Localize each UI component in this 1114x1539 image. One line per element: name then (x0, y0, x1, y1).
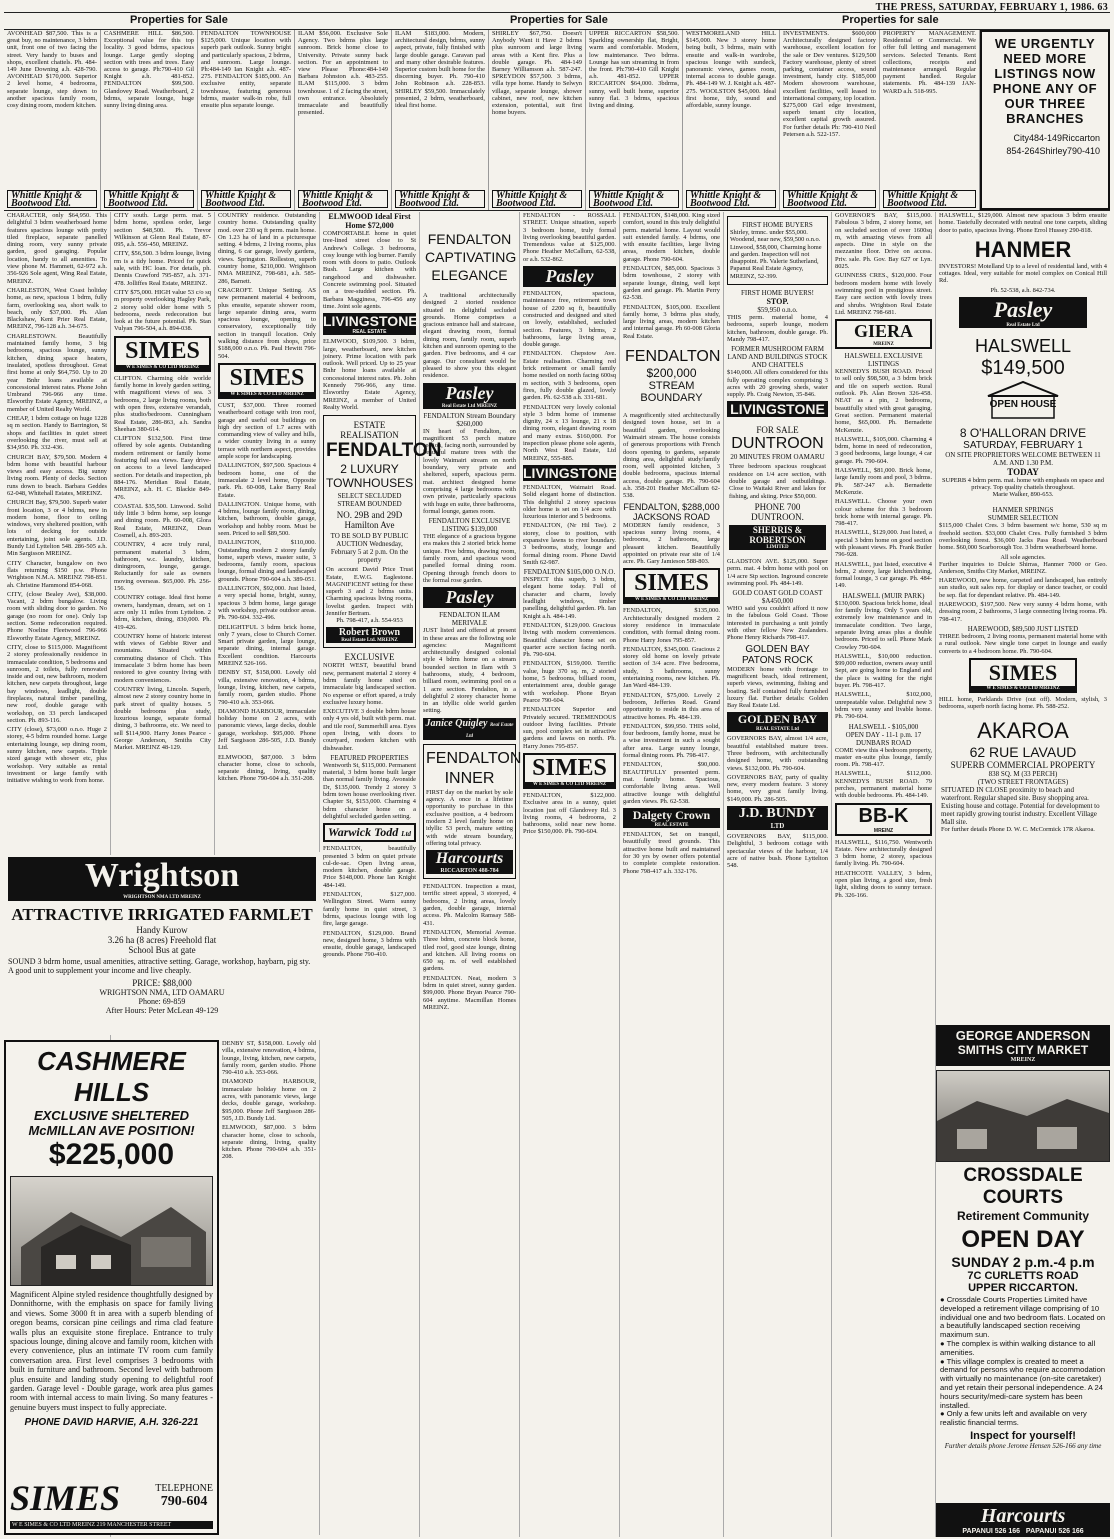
list-item: ● The complex is within walking distance to all amenities. (940, 1338, 1096, 1357)
listing: FENDALTON. Neat, modern 3 bdrm in quiet street, sunny garden. $99,000. Phone Bryan Pearce 790-604 anytime. Macmillan Homes MREINZ. (423, 974, 516, 1011)
listing: FENDALTON, spacious, maintenance free, retirement town house of 2200 sq ft, beautifully constructed and designed and sited on lovely, established, secluded section. Features, 3 bdrms, 2 bathrooms, large living areas, double garage. (523, 290, 616, 349)
top-ad-col: WESTMORELAND HILL $145,000. New 3 storey home being built, 3 bdrms, main with ensuite and walk-in wardrobe, spacious lounge with sundeck, panoramic views, games room, internal access to double garage. Ph. 484-149 W. J. Knight a.h. 487-275. WOOLSTON $45,000. Ideal first home, tidy, sound and affordable, sunny lounge. Whittle Knight & Bootwood Ltd. (683, 30, 780, 210)
listing-column-4: ELMWOOD Ideal First Home $72,000 COMFORTABLE home in quiet tree-lined street close to St Andrew's College. 3 bedrooms, cosy lounge with log burner. Family room with doors to patio. Outlook Bush. Large kitchen with rangehood and dishwasher. Concrete swimming pool. Situated on a tree-studded section. Ph. Barbara Magginess, 796-456 any time. Joint sole agents. LIVINGSTONE REAL ESTATE ELMWOOD, $109,500. 3 bdrm, large, weatherboard, new kitchen joinery. Prime location with park outlook. Well priced. Up to 25 year Bnhr home loans available at concessional interest rates. Ph. John Kennedy 796-966, any time. Elsworthy Estate Agency, MREINZ, a member of United Realty World. ESTATE REALISATION FENDALTON 2 LUXURY TOWNHOUSES SELECT SECLUDED STREAM BOUNDED NO. 29B and 29D Hamilton Ave TO BE SOLD BY PUBLIC AUCTION Wednesday, February 5 at 2 p.m. On the property On account David Price Trust Estate, E.W.G. Eaglestone. MAGNIFICENT setting for these superb 3 and 2 bdrms units. Charming spacious living rooms, lovelist garden. Inspect with Jennifer Bertram. Ph. 798-417, a.h. 554-953 Robert Brown Real Estate Ltd. MREINZ EXCLUSIVE NORTH WEST, beautiful brand new, permanent material 2 storey 4 bdrm family home sited on immaculate big landscaped section. No expense or effort spared, a truly exclusive luxury home. EXECUTIVE 3 double bdrm house only 4 yrs old, built with perm. mat. and tile roof, Summerhill area. Eyes open living, with doors to courtyard, modern kitchen with dishwasher. FEATURED PROPERTIES Wentworth St, $115,000. Permanent material, 3 bdrm home built larger than normal family living. Avonside Dr, $135,000. Trendy 2 storey 3 bdrm town house overlooking river. Chapter St, $153,000. Charming 4 bdrm character home on a delightful secluded garden setting. Warwick Todd Ltd FENDALTON, beautifully presented 3 bdrm on quiet private cul-de-sac. Open living areas, modern kitchen, double garage. Price $148,000. Phone Ian Knight 484-149. FENDALTON, $127,000. Wellington Street. Warm sunny family home in quiet street, 3 bdrms, spacious lounge with log fire, large garage. FENDALTON, $129,000. Brand new, designed home, 3 bdrms with ensuite, double garage, landscaped grounds. Phone 790-410. (320, 212, 420, 1537)
masthead-rule (4, 12, 1110, 13)
listing: HEATHCOTE VALLEY, 3 bdrm, open plan living, a good size, fresh light, sliding doors to sunny terrace. Ph. 326-166. (835, 869, 932, 899)
simes-logo: SIMES W E SIMES & CO LTD MREINZ (218, 363, 316, 399)
listing: CHURCH Bay, $79,500. Superb water front location, 3 or 4 bdrms, new in modern home, floor to ceiling windows, very sheltered position, with lots of decking for outside entertaining, joint sole agents. J.D. Bundy Ltd Lyttelton 548. 286-505 a.h. Min Sargisson MREINZ. (7, 499, 107, 558)
listing: DALLINGTON, $97,500. Spacious 4 bedroom home, one of the immaculate 2 level home, Opposite park. Ph. 60-008, Lake Barry Real Estate. (218, 462, 316, 499)
listing: FENDALTON. Chepstow Ave. Estate realisation. Charming red brick retirement or small family home nestled on north facing 600sq m section, with 3 bedrooms, open fires, fully double glazed, lovely garden. Ph. 62-538 a.h. 331-681. (523, 350, 616, 402)
listing: CLIFTON $132,500. First time offered by sole agents. Outstanding modern retirement or family home featuring full sea views. Easy drive-on access to a level landscaped section. For details and inspection, ph 884-176. Meridian Real Estate, MREINZ, a.h. H. C. Blackie 849-476. (114, 435, 211, 501)
listing: FENDALTON, (Nr Hil Tee). 2 storey, close to position, with expansive lawns to river boundary. 3 bedrooms, study, lounge and formal dining room. Phone David Smith 62-987. (523, 522, 616, 566)
listing: $130,000. Spacious brick home, ideal for family living. Only 5 years old, extremely low maintenance and in immaculate condition. Two large, separate living areas plus a double bedroom. Priced to sell. Phone Mark Crowley 790-604. (835, 599, 932, 651)
masthead (0, 0, 1114, 30)
listing: THREE bedroom, 2 living rooms, permanent material home with a rural outlook. New single tone carpet in lounge and easily converts to a 4 bedroom home. Ph. 790-604. (939, 632, 1107, 655)
listing: CITY south. Large perm. mat. 5 bdrm home, spotless order, large section $48,500. Ph. Trevor Wilkinson at Glenn Real Estate, 87-095, a.h. 556-450, MREINZ. (114, 212, 211, 249)
golden-bay-logo: GOLDEN BAY REAL ESTATE Ltd (727, 712, 828, 732)
listing: COASTAL $35,500. Linwood. Solid tidy little 3 bdrm home, sep lounge and dining room. Ph. 60-008, Glora Real Estate, MREINZ, Dean Cosmell, a.h. 893-203. (114, 502, 211, 539)
listing: THIS perm. material home, 4 bedrooms, superb lounge, modern kitchen, bathroom, double garage. Ph. Mandy 798-417. (727, 314, 828, 343)
whittle-knight-logo: Whittle Knight & Bootwood Ltd. (395, 190, 485, 208)
crossdale-courts-ad: GEORGE ANDERSON SMITHS CITY MARKET MREINZ CROSSDALE COURTS Retirement Community OPEN DAY SUNDAY 2 p.m.-4 p.m 7C CURLETTS ROAD UPPER RICCARTON. ● Crossdale Courts Properties Limited have developed a retirement village comprising of 10 individual one and two bedroom flats. Located on a beautifully landscaped section receiving maximum sun. ● The complex is within walking distance to all amenities. ● This village complex is created to meet a demand for persons who require accommodation with virtually no maintenance (on-site caretaker) and yet retain their personal independence. A 24 hours security/medi-care system has been installed. ● Only a few units left and available on very realistic financial terms. Inspect for yourself! Further details phone Jerome Hensen 526-166 any time Harcourts PAPANUI 526 166 PAPANUI 526 166 (936, 1025, 1110, 1537)
listing-column-10: HALSWELL, $129,000. Almost new spacious 3 bdrm ensuite home. Tastefully decorated with neutral one tone carpets, sliding door to patio, spacious living. Phone Errol Hussey 290-818. HANMER INVESTORS! Motelland Up to a level of residential land, with 4 cottages. Ideal, very suitable for motel complex on Conical Hill Rd. Ph. 52-538, a.h. 842-734. Pasley Real Estate Ltd HALSWELL $149,500 OPEN HOUSE 8 O'HALLORAN DRIVE SATURDAY, FEBRUARY 1 ON SITE PROPRIETORS WELCOME BETWEEN 11 A.M. AND 1.30 P.M. TODAY SUPERB 4 bdrm perm. mat. home with emphasis on space and privacy. Top quality chattels throughout. Marie Walker, 890-653. HANMER SPRINGS SUMMER SELECTION $115,000 Chalet Cres. 3 bdrm basement w/c home, 530 sq m freehold section. $33,000 Chalet Cres. Fully furnished 3 bdrm overlooking forest. $36,000 Jacks Pass Road. Weatherboard home. $60,000 Scarborough Tce. 3 bdrm weatherboard home. All sole agencies. Further inquiries to Dulcie Shirras, Hanmer 7000 or Geo. Anderson, Smiths City Market, MREINZ. HAREWOOD, new home, carpeted and landscaped, has entirely sun studio, suit sales rep. for display or dance teacher, or could be sep. flat for dependant relative. Ph. 484-149. HAREWOOD, $197,500. New very sunny 4 bdrm home, with dressing room, 2 bathrooms, 3 large connecting living rooms. Ph. 798-417. HAREWOOD, $89,500 JUST LISTED THREE bedroom, 2 living rooms, permanent material home with a rural outlook. New single tone carpet in lounge and easily converts to a 4 bedroom home. Ph. 790-604. SIMES W E SIMES & CO LTD MREINZ HILL home, Parklands Drive (out off). Modern, stylish, 3 bedrooms, superb north facing home. Ph. 588-252. AKAROA 62 RUE LAVAUD SUPERB COMMERCIAL PROPERTY 838 SQ. M (33 PERCH) (TWO STREET FRONTAGES) SITUATED IN CLOSE proximity to beach and waterfront. Regular shaped site. Busy shopping area. Existing house and cottage. Potential for development to meet rapidly growing tourist industry. Excellent Village Mall site. For further details Phone D. W. C. McCormick 17R Akaroa. (936, 212, 1110, 1022)
listing: DIAMOND HARBOUR, immaculate holiday home on 2 acres, with panoramic views, large decks, double garage, workshop. $95,000. Phone Jeff Sargisson 286-505, J.D. Bundy Ltd. (222, 1078, 316, 1122)
listing-column-7: FENDALTON, $148,000. King sized comfort, sound in this truly delightful perm. material home. Layout would suit extended family. 4 bdrms, one with ensuite facilities, large living areas, modern kitchen, double garage. Phone 790-604. FENDALTON, $85,000. Spacious 3 bdrm townhouse, 2 storey with separate lounge, dining, well kept garden and garage. Ph. Martin Perry 62-538. FENDALTON, $105,000. Excellent family home, 3 bdrms plus study, large living areas, modern kitchen and internal garage. Ph 60-008 Gloria Real Estate. FENDALTON $200,000 STREAM BOUNDARY A magnificently sited architecturally designed town house, set in a beautiful garden, overlooking Waimairi stream. The house consists of generous proportions with French doors opening to gardens, separate dining area, delightful study/family room, well appointed kitchen, 3 double bedrooms, spacious internal access, double garage. Ph. 790-604 a.h. 358-201 Heather McCallum 62-538. FENDALTON, $288,000 JACKSONS ROAD MODERN family residence, 3 spacious sunny living rooms, 4 bedrooms, 2 bathrooms, large pleasant kitchen. Beautifully appointed on private rear site of 1/4 acre. Ph. Gary Jamieson 588-803. SIMES W E SIMES & CO LTD MREINZ FENDALTON, $135,000. Architecturally designed modern 2 storey residence in immaculate condition, with formal dining room. Phone Harry Jones 795-857. FENDALTON, $345,000. Gracious 2 storey old home on lovely private section of 3/4 acre. Five bedrooms, study, 3 bathrooms, sunny entertaining rooms, new kitchen. Ph. Jan Ward 484-139. FENDALTON, $75,000. Lovely 2 bedroom, Jefferies Road. Grand opportunity to reside in this area of attractive homes. Ph. 484-139. FENDALTON, $99,950. THIS solid, four bedroom, family home, must be a wise investment in such a sought after area. Large sunny lounge, formal dining room. Ph. 798-417. FENDALTON, $90,000. BEAUTIFULLY presented perm. mat. family home. Spacious, comfortable living areas. Well attractive lounge with delightful garden views. Ph. 62-538. Dalgety Crown REAL ESTATE FENDALTON, Set on tranquil, beautifully treed grounds. This attractive home built and maintained for 30 yrs by owner offers potential to complete complete restoration. Phone 798-417 a.h. 332-176. (620, 212, 724, 1537)
listing: COUNTRY, 4 acre truly rural, permanent material 3 bdrm, bathroom, w.c. laundry, kitchen, diningroom, lounge, garage. Reluctantly for sale as owners moving overseas. $65,000. Ph. 256-156. (114, 541, 211, 593)
giera-logo: GIERA MREINZ (835, 319, 932, 349)
village-photo (936, 1070, 1110, 1162)
listing: FENDALTON, Waimairi Road. Solid elegant home of distinction. This delightful 2 storey spacious older home is set on 1/4 acre with luxurious interior and 5 bedrooms. (523, 483, 616, 521)
crossdale-points (936, 1294, 1110, 1430)
listing: FENDALTON - ROSSALL STREET. Unique situation, superb 3 bedroom home, truly formal living overlooking beautiful garden. Tremendous value at $125,000. Phone Heather McCallum, 62-538, or a.h. 532-862. (523, 212, 616, 263)
whittle-knight-logo: Whittle Knight & Bootwood Ltd. (783, 190, 876, 208)
listing: FENDALTON, $75,000. Lovely 2 bedroom, Jefferies Road. Grand opportunity to reside in this area of attractive homes. Ph. 484-139. (623, 691, 720, 721)
listing: FENDALTON. Inspection a must, terrific street appeal, 3 storeyed, 4 bedrooms, 2 living areas, lovely garden, double garage, internal access. Ph. Malcolm Ramsay 588-431. (423, 883, 516, 927)
wrightson-farmlet-ad: Wrightson WRIGHTSON NMA LTD MREINZ ATTRACTIVE IRRIGATED FARMLET Handy Kurow 3.26 ha (8 acres) Freehold flat School Bus at gate SOUND 3 bdrm home, usual amenities, attractive setting. Garage, workshop, haybarn, pig sty. A good unit to supplement your income and live cheaply. PRICE: $88,000 WRIGHTSON NMA, LTD OAMARU Phone: 69-859 After Hours: Peter McLean 49-129 (4, 855, 320, 1035)
listing: CUST, $37,000. Three roomed weatherboard cottage with iron roof, garage and useful out buildings on high dry section of 1.7 acres with commanding view of valley and hills, a wider country living in a sunny terrace with northern aspect, provides ample scope for landscaping. (218, 401, 316, 461)
first-home-buyers-ad: FIRST HOME BUYERS Shirley, trmnc. under $55,000. Woodend, near new, $59,500 o.n.o. Linwood, $58,000, Charming home and garden. Inspection will not disappoint. Ph. Valerie Sutherland, Papanui Real Estate Agency, MREINZ, 52-399. (727, 216, 828, 285)
whittle-knight-logo: Whittle Knight & Bootwood Ltd. (201, 190, 291, 208)
pasley-logo: Pasley Real Estate Ltd MREINZ (423, 383, 516, 409)
listing-column-3 (215, 212, 320, 852)
simes-footer: SIMES TELEPHONE 790-604 W E SIMES & CO LTD MREINZ 219 MANCHESTER STREET (10, 1478, 213, 1528)
listing: FENDALTON very lovely colonial style 3 bdrm home of immense dignity, 24 x 13 lounge, 21 x 18 dining room, elegant drawing room and many extras. $160,000. For inspection please phone sole agents, North West Real Estate, Ltd MREINZ, 555-885. (523, 403, 616, 462)
listing: FENDALTON, $122,000. Exclusive area in a sunny, quiet location just off Glandovey Rd. 3 living rooms, 4 bedrooms, 2 bathrooms, solid near new home. Price $150,000. Ph. 790-604. (523, 792, 616, 836)
listing: Wentworth St, $115,000. Permanent material, 3 bdrm home built larger than normal family living. Avonside Dr, $135,000. Trendy 2 storey 3 bdrm town house overlooking river. Chapter St, $153,000. Charming 4 bdrm character home on a delightful secluded garden setting. (323, 761, 416, 820)
listing: FENDALTON, $129,000. Brand new, designed home, 3 bdrms with ensuite, double garage, landscaped grounds. Phone 790-410. (323, 929, 416, 959)
listing: CHURCH BAY, $79,500. Modern 4 bdrm home with beautiful harbour views and easy access. Big sunny living room. Plenty of decks. Section runs down to beach. Barbara Geddes 62-048, Whitehall Estates, MREINZ. (7, 453, 107, 497)
listing: CHEAP, 1 bdrm cottage on huge 1228 sq m section. Handy to Barrington, St shops and facilities in quiet street overlooking the river, must sell at $34,950. Ph. 332-436. (7, 415, 107, 452)
listing: DALLINGTON, $92,000. Just listed, a very special home, bright, sunny, spacious 3 bdrm home, large garage with workshop, private outdoor areas. Ph. 790-604. 332-496. (218, 585, 316, 622)
pasley-logo: Pasley (423, 587, 516, 608)
list-item: ● This village complex is created to meet a demand for persons who require accommodation with virtually no maintenance (on-site caretaker) and yet retain their personal independence. A 24 hours security/medi-care system has been installed. (940, 1356, 1106, 1410)
whittle-knight-logo: Whittle Knight & Bootwood Ltd. (492, 190, 582, 208)
listing: GOVERNORS BAY, almost 1/4 acre, beautiful established mature trees. Three bedroom, with architecturally designed home, with outstanding views. $132,000. Ph. 790-604. (727, 735, 828, 772)
top-ad-col: CASHMERE HILL $86,500. Exceptional value for this top locality. 3 good bdrms, spacious lounge. Large gently sloping section with trees and trees. Easy access to garage. Ph:790-410 Gil Knight a.h. 481-852. FENDALTON $99,500. Glandovey Road. Weatherboard, 2 bdrms, separate lounge, huge sunny living dining area. Whittle Knight & Bootwood Ltd. (101, 30, 198, 210)
listing: CITY, (close Bealey Ave), $38,000. Vacant, 2 bdrm bungalow. Living room with sliding door to garden. No garage (no room for one). Only 1sp section. Some redecoration required. Phone Noeline Fleetwood 796-966 Elsworthy Estate Agency, MREINZ. (7, 590, 107, 642)
listing: DIAMOND HARBOUR, immaculate holiday home on 2 acres, with panoramic views, large decks, double garage, workshop. $95,000. Phone Jeff Sargisson 286-505, J.D. Bundy Ltd. (218, 707, 316, 752)
pasley-logo: Pasley (523, 266, 616, 287)
listing: Further inquiries to Dulcie Shirras, Hanmer 7000 or Geo. Anderson, Smiths City Market, MREINZ. (939, 560, 1107, 575)
listing: HALSWELL, $129,000. Almost new spacious 3 bdrm ensuite home. Tastefully decorated with neutral one tone carpets, sliding door to patio, spacious living. Phone Errol Hussey 290-818. (939, 212, 1107, 234)
listing: COUNTRY living, Lincoln. Superb, almost new 2 storey country home in park street of quality houses. 5 double bedrooms plus study, luxurious lounge, separate formal dining, 3 bathrooms, etc. We need to sell $114,900. Harry Jones Pearce - George Anderson, Smiths City Market. MREINZ 48-129. (114, 685, 211, 752)
listing: MODERN home with frontage to magnificent beach, ideal retirement, superb views, swimming, fishing and boating. Self contained fully furnished luxury flat. Further details: Golden Bay Real Estate Ltd. (727, 665, 828, 710)
listing: FENDALTON, $85,000. Spacious 3 bdrm townhouse, 2 storey with separate lounge, dining, well kept garden and garage. Ph. Martin Perry 62-538. (623, 265, 720, 302)
top-ad-col: UPPER RICCARTON $58,500. Sparkling ownership flat, Bright, warm and comfortable. Modern, low maintenance. Two bdrms. Lounge has sun streaming in from the front. Ph:790-410 Gill Knight a.h. 481-852. UPPER RICCARTON $64,000. 3bdrms, sunny, well built home, superior sunny flat. 3 bdrms, spacious living and dining. Whittle Knight & Bootwood Ltd. (586, 30, 683, 210)
bbk-logo: BB-K MREINZ (835, 803, 932, 836)
date-line: THE PRESS, SATURDAY, FEBRUARY 1, 1986. 63 (875, 2, 1108, 13)
robert-brown-logo: Robert Brown Real Estate Ltd. MREINZ (326, 627, 413, 643)
open-house-ad: HALSWELL $149,500 OPEN HOUSE 8 O'HALLORAN DRIVE SATURDAY, FEBRUARY 1 ON SITE PROPRIETORS WELCOME BETWEEN 11 A.M. AND 1.30 P.M. TODAY SUPERB 4 bdrm perm. mat. home with emphasis on space and privacy. Top quality chattels throughout. Marie Walker, 890-653. (942, 335, 1104, 499)
cashmere-hills-ad: CASHMERE HILLS EXCLUSIVE SHELTERED McMILLAN AVE POSITION! $225,000 Magnificent Alpine styled residence thoughtfully designed by Donnithorne, with the emphasis on space for family living and views. Some 3000 ft in area with a superb blending of oregon beams, corsican pine ceilings and rima clad feature walls plus an exquisite stone fireplace. Entrance to truly spacious lounge, dining alcove and family room, kitchen with every convenience, plus an intimate TV room cum family conversation area. First level comprises 3 bedrooms with built in furniture and bathroom. Second level with bathroom plus ensuite and landing study opening to delightful roof garden. Garage level - Double garage, work area plus games room with internal access to main living. So many features - genuine buyers must inspect to fully appreciate. PHONE DAVID HARVIE, A.H. 326-221 SIMES TELEPHONE 790-604 W E SIMES & CO LTD MREINZ 219 MANCHESTER STREET (4, 1040, 219, 1535)
george-anderson-logo: GEORGE ANDERSON SMITHS CITY MARKET MREINZ (936, 1025, 1110, 1066)
listing: CHARLESTON, West Coast holiday home, as new, spacious 1 bdrm, fully farm, overlooking sea, short walk to beach, only $37,000. Ph. Alan Blackshaw, Kent Prier Real Estate, MREINZ, 796-128 a.h. 34-675. (7, 286, 107, 331)
whittle-knight-logo: Whittle Knight & Bootwood Ltd. (104, 190, 194, 208)
listing: HALSWELL, $81,000. Brick home, large family room and pool, 3 bdrms. Ph. 587-247 a.h. Bernadette McKenzie. (835, 467, 932, 496)
listing: FENDALTON, beautifully presented 3 bdrm on quiet private cul-de-sac. Open living areas, modern kitchen, double garage. Price $148,000. Phone Ian Knight 484-149. (323, 845, 416, 889)
price: $225,000 (48, 1138, 175, 1171)
listing: COUNTRY home of historic interest with views of Gebbie River and mountains. Situated within commuting distance of Chch. This immaculate 3 bdrm home has been restored to give country living with modern conveniences. (114, 632, 211, 684)
section-heading-1: Properties for Sale (130, 14, 228, 26)
listing: GUINNESS CRES., $120,000. Four bedroom modern home with lovely swimming pool in prestigious street. Easy care section with lovely trees and shrubs. Wrightson Real Estate Ltd. MREINZ 798-681. (835, 272, 932, 316)
listing: DALLINGTON. Unique home, with 4 bdrms, lounge family room, dining, kitchen, bathroom, double garage, workshop and hobby room. Must be seen. Priced to sell $89,500. (218, 500, 316, 537)
listing: DENBY ST, $158,000. Lovely old villa, extensive renovation, 4 bdrms, lounge, living, kitchen, new carpets, family room, garden studio. Phone 790-410 a.h. 353-066. (222, 1040, 316, 1077)
listing: COUNTRY cottage. Ideal first home owners, handyman, dream, set on 1 acre only 11 miles from Lyttelton. 2 bdrm, kitchen, dining, 830,000. Ph. 419-426. (114, 594, 211, 631)
listing: FENDALTON, Memorial Avenue. Three bdrm, concrete block home, tiled roof, good size lounge, dining and kitchen. All living rooms on 650 sq. m. of well established gardens. (423, 928, 516, 973)
listing: CHARLESTOWN. Beautifully maintained family home, 3 big bedrooms, spacious lounge, sunny kitchen, dining space heaters, insulated, spotless throughout. Great first home at only $64,750. Up to 20 year Bnhr loans available at concessional interest rates. Phone John Umbrand 796-966 any time. Elsworthy Estate Agency, MREINZ, a member of United Realty World. (7, 332, 107, 413)
listing: ELMWOOD, $87,000. 3 bdrm character home, close to schools, separate dining, living, quality kitchen. Phone 790-604 a.h. 351-208. (218, 753, 316, 783)
simes-logo: SIMES W E SIMES & CO LTD MREINZ (523, 753, 616, 789)
listing-column-5: FENDALTON CAPTIVATING ELEGANCE A traditional architecturally designed 2 storied residence situated in delightful secluded grounds. Home comprises a gracious entrance hall and staircase, elegant drawing room, formal dining room, family room, superb kitchen and sunroom opening to the garden. Five bedrooms, and 4 car garage. Our consultant would be pleased to show you this elegant residence. Pasley Real Estate Ltd MREINZ FENDALTON Stream Boundary $260,000 IN heart of Fendalton, on magnificent 53 perch mature section, facing north, surrounded by beautiful mature trees with the lovely Waimairi stream on north boundary, very private and sheltered, superb, spacious perm. mat. architect designed home comprising 4 large bedrooms with own private, particularly spacious with huge en suite, three bathrooms, formal lounge, games room. FENDALTON EXCLUSIVE LISTING $139,000 THE elegance of a gracious bygone era makes this 2 storied brick home unique. Five bdrms, drawing room, family room, and spacious wood panelled formal dining room. Opening through french doors to the formal rose garden. Pasley FENDALTON ILAM MERIVALE JUST listed and offered at present in these areas are the following sole agencies: Magnificent architecturally designed colonial style 4 bdrm home on a stream bounded section in Ilam with 3 bathrooms, study, 4 bedroom, billiard room, swimming pool on a 1 acre section. Fendalton, in a delightful 2 storey character home in an idyllic olde world garden setting. Janice Quigley Real Estate Ltd FENDALTON INNER FIRST day on the market by sole agency. A once in a lifetime opportunity to purchase in this exclusive position, a 4 bedroom modern 2 level family home on idyllic 53 perch, mature setting with wide stream boundary, offering total privacy. Harcourts RICCARTON 488-784 FENDALTON. Inspection a must, terrific street appeal, 3 storeyed, 4 bedrooms, 2 living areas, lovely garden, double garage, internal access. Ph. Malcolm Ramsay 588-431. FENDALTON, Memorial Avenue. Three bdrm, concrete block home, tiled roof, good size lounge, dining and kitchen. All living rooms on 650 sq. m. of well established gardens. FENDALTON. Neat, modern 3 bdrm in quiet street, sunny garden. $99,000. Phone Bryan Pearce 790-604 anytime. Macmillan Homes MREINZ. (420, 212, 520, 1537)
top-ad-col: PROPERTY MANAGEMENT. Residential or Commercial. We offer full letting and management services. Selected Tenants. Rent collections, receipts and maintenance arranged. Regular payment handled. Regular statements. Ph. 484-139 JAN-WARD a.h. 518-995. Whittle Knight & Bootwood Ltd. (880, 30, 980, 210)
listing: FENDALTON, Set on tranquil, beautifully treed grounds. This attractive home built and maintained for 30 yrs by owner offers potential to complete complete restoration. Phone 798-417 a.h. 332-176. (623, 831, 720, 875)
warwick-todd-logo: Warwick Todd Ltd (323, 823, 416, 842)
dalgety-crown-logo: Dalgety Crown REAL ESTATE (623, 808, 720, 828)
harcourts-footer-logo: Harcourts PAPANUI 526 166 PAPANUI 526 166 (936, 1503, 1110, 1537)
listing: KENNEDYS BUSH ROAD. Priced to sell only $98,500, a 3 bdrm brick and tile on superb section. Rural outlook. Ph. Alan Brown 326-458. NEAT as a pin, 2 bedrooms, beautifully sited with great garaging. Great section. Permanent material home, $65,000. Ph. Bernadette McKenzie. (835, 368, 932, 434)
pasley-logo: Pasley Real Estate Ltd (959, 297, 1087, 328)
section-heading-2: Properties for Sale (510, 14, 608, 26)
top-ad-col: ILAM $56,000. Exclusive Sole Agency. Two bdrms plus large sunroom. Brick home close to University. Private sunny back section. For an appointment to view Please Phone:484-149 Barbara Johnston a.h. 483-255. ILAM $115,000. 3 bdrm townhouse. 1 of 2 facing the street, own entrance. Absolutely immaculate and beautifully presented. Whittle Knight & Bootwood Ltd. (295, 30, 392, 210)
listing: HALSWELL, $105,000. Charming 4 bdrm, home in need of redecoration, 3 good bedrooms, large lounge, 4 car garage. Ph. 790-604. (835, 435, 932, 465)
top-ad-col: ILAM $183,000. Modern, architectural design, bdrms, sunny aspect, private, fully finished with large double garage. Caravan pad and many other desirable features. Superior custom built home for the discerning buyer. Ph. 790-410 John Robinson a.h. 228-853. SHIRLEY $59,500. Immaculately presented, 2 bdrm, weatherboard, ideal first home. Whittle Knight & Bootwood Ltd. (392, 30, 489, 210)
listing: HALSWELL. Choose your own colour scheme for this 3 bedroom brick home with internal garage. Ph. 798-417. (835, 498, 932, 528)
listing: CITY, $56,500. 3 bdrm lounge, living rm is a tidy home. Priced for quick sale, with HC loan. For details, ph. Dennis Crawford 795-857, a.h. 371-478. Jolliffes Real Estate, MREINZ. (114, 250, 211, 287)
listing-column-3-lower (219, 1040, 320, 1535)
listing: FENDALTON, $127,000. Wellington Street. Warm sunny family home in quiet street, 3 bdrms, spacious lounge with log fire, large garage. (323, 891, 416, 928)
listing: HAREWOOD, $197,500. New very sunny 4 bdrm home, with dressing room, 2 bathrooms, 3 large connecting living rooms. Ph. 798-417. (939, 601, 1107, 623)
livingstone-logo: LIVINGSTONE (727, 401, 828, 417)
listing: MODERN family residence, 3 spacious sunny living rooms, 4 bedrooms, 2 bathrooms, large pleasant kitchen. Beautifully appointed on private rear site of 1/4 acre. Ph. Gary Jamieson 588-803. (623, 521, 720, 566)
listing: $115,000 Chalet Cres. 3 bdrm basement w/c home, 530 sq m freehold section. $33,000 Chalet Cres. Fully furnished 3 bdrm overlooking forest. $36,000 Jacks Pass Road. Weatherboard home. $60,000 Scarborough Tce. 3 bdrm weatherboard home. (939, 522, 1107, 552)
sherris-robertson-logo: SHERRIS & ROBERTSON LIMITED (729, 525, 826, 550)
listing: CLIFTON. Charming olde worlde family home in lovely garden setting, with magnificent views of sea. 3 bedrooms, 2 large living rooms, both with open fires, extensive verandah, plus studio/bedroom. Cunningham Real Estate, 286-863, a.h. Sandra Sheehan 380-614. (114, 374, 211, 433)
listing: HALSWELL, $129,000. Just listed, a special 3 bdrm home on good section with pleasant views. Ph. Frank Butler 796-928. (835, 529, 932, 559)
listing: A magnificently sited architecturally designed town house, set in a beautiful garden, overlooking Waimairi stream. The house consists of generous proportions with French doors opening to gardens, separate dining area, delightful study/family room, well appointed kitchen, 3 double bedrooms, spacious internal access, double garage. Ph. 790-604 a.h. 358-201 Heather McCallum 62-538. (623, 412, 720, 500)
listing: GOVERNORS BAY, $115,000. Delightful, 3 bedroom cottage with spectacular views of the harbour, 1/4 acre of native bush. Phone Lyttelton 548. (727, 833, 828, 870)
listing: FENDALTON, $105,000. Excellent family home, 3 bdrms plus study, large living areas, modern kitchen and internal garage. Ph 60-008 Gloria Real Estate. (623, 303, 720, 340)
listing: FENDALTON, $148,000. King sized comfort, sound in this truly delightful perm. material home. Layout would suit extended family. 4 bdrms, one with ensuite facilities, large living areas, modern kitchen, double garage. Phone 790-604. (623, 212, 720, 263)
ads-bottom-rule (4, 210, 1110, 211)
flats-illustration (937, 1071, 1109, 1161)
simes-logo: SIMES W E SIMES & CO LTD MREINZ (114, 336, 211, 372)
listing: GOVERNORS BAY, party of quality new, every modern feature. 3 storey home, very great family living. $149,000. Ph. 286-505. (727, 773, 828, 803)
listing-column-9: GOVERNOR'S BAY, $115,000. Fabulous 3 bdrm, 2 storey home, set on secluded section of over 1600sq m, with amazing views from all aspects. Dine in style on the mezzanine floor. Drive on access. Priv. sale. Ph. Gov. Bay 627 or Lyn. 8025. GUINNESS CRES., $120,000. Four bedroom modern home with lovely swimming pool in prestigious street. Easy care section with lovely trees and shrubs. Wrightson Real Estate Ltd. MREINZ 798-681. GIERA MREINZ HALSWELL EXCLUSIVE LISTINGS KENNEDYS BUSH ROAD. Priced to sell only $98,500, a 3 bdrm brick and tile on superb section. Rural outlook. Ph. Alan Brown 326-458. NEAT as a pin, 2 bedrooms, beautifully sited with great garaging. Great section. Permanent material home, $65,000. Ph. Bernadette McKenzie. HALSWELL, $105,000. Charming 4 bdrm, home in need of redecoration, 3 good bedrooms, large lounge, 4 car garage. Ph. 790-604. HALSWELL, $81,000. Brick home, large family room and pool, 3 bdrms. Ph. 587-247 a.h. Bernadette McKenzie. HALSWELL. Choose your own colour scheme for this 3 bedroom brick home with internal garage. Ph. 798-417. HALSWELL, $129,000. Just listed, a special 3 bdrm home on good section with pleasant views. Ph. Frank Butler 796-928. HALSWELL, just listed, executive 4 bdrm, 2 storey, large kitchen/dining, formal lounge, 3 car garage. Ph. 484-149. HALSWELL (MUIR PARK) $130,000. Spacious brick home, ideal for family living. Only 5 years old, extremely low maintenance and in immaculate condition. Two large, separate living areas plus a double bedroom. Priced to sell. Phone Mark Crowley 790-604. HALSWELL, $10,000 reduction. $99,000 reduction, owners away until Sept, are going home to England and the place is waiting for the right buyer. Ph. 798-417. HALSWELL, $102,000, unrepeatable value. Delightful new 3 bdrm very sunny and livable home. Ph. 790-604. HALSWELL - $105,000 OPEN DAY - 11-1 p.m. 17 DUNBARS ROAD COME view this 4 bedroom property, master en-suite plus lounge, family room. Ph. 798-417. HALSWELL, $112,000. KENNEDYS BUSH ROAD. 79 perches, permanent material home with double bedrooms. Ph. 484-149. BB-K MREINZ HALSWELL, $116,750. Wentworth Estate. New architecturally designed 3 bdrm home, 2 storey, spacious family living. Ph. 790-604. HEATHCOTE VALLEY, 3 bdrm, open plan living, a good size, fresh light, sliding doors to sunny terrace. Ph. 326-166. (832, 212, 936, 1537)
whittle-knight-logo: Whittle Knight & Bootwood Ltd. (7, 190, 97, 208)
listing: COUNTRY residence. Outstanding country home. Outstanding quality mod. over 230 sq ft perm. main home. On 1.23 ha of land in a picturesque setting. 4 bdrms, 2 living rooms, plus dining, 6 car garage, lovely gardens, views. Springston. Rolleston, superb country home, $210,000. Wrightson NMA MREINZ, 798-681, a.h. 585-286, Barnett. (218, 212, 316, 285)
livingstone-logo: LIVINGSTONE (523, 464, 618, 481)
listing: NORTH WEST, beautiful brand new, permanent material 2 storey 4 bdrm family home sited on immaculate big landscaped section. No expense or effort spared, a truly exclusive luxury home. (323, 662, 416, 706)
listing-column-6: FENDALTON - ROSSALL STREET. Unique situation, superb 3 bedroom home, truly formal living overlooking beautiful garden. Tremendous value at $125,000. Phone Heather McCallum, 62-538, or a.h. 532-862. Pasley FENDALTON, spacious, maintenance free, retirement town house of 2200 sq ft, beautifully constructed and designed and sited on lovely, established, secluded section. Features, 3 bdrms, 2 bathrooms, large living areas, double garage. FENDALTON. Chepstow Ave. Estate realisation. Charming red brick retirement or small family home nestled on north facing 600sq m section, with 3 bedrooms, open fires, fully double glazed, lovely garden. Ph. 62-538 a.h. 331-681. FENDALTON very lovely colonial style 3 bdrm home of immense dignity, 24 x 13 lounge, 21 x 18 dining room, elegant drawing room and many extras. $160,000. For inspection please phone sole agents, North West Real Estate, Ltd MREINZ, 555-885. LIVINGSTONE FENDALTON, Waimairi Road. Solid elegant home of distinction. This delightful 2 storey spacious older home is set on 1/4 acre with luxurious interior and 5 bedrooms. FENDALTON, (Nr Hil Tee). 2 storey, close to position, with expansive lawns to river boundary. 3 bedrooms, study, lounge and formal dining room. Phone David Smith 62-987. FENDALTON $105,000 O.N.O. INSPECT this superb, 3 bdrm, elegant home today. Full of character and charm, lovely leadlight windows, timber panelling, delightful garden. Ph. Ian Knight a.h. 484-149. FENDALTON, $129,000. Gracious living with modern conveniences. Beautiful character home set on quarter acre section facing north. Ph. 790-604. FENDALTON, $159,000. Terrific value, huge 370 sq. m, 2 storied home, 5 bedrooms, billiard room, entertainment area, double garage with workshop. Phone Bryan Pearce 790-604. FENDALTON Superior and Privately secured. TREMENDOUS outdoor living facilities. Private sun, pool complex set in attractive gardens and lawns on north. Ph. Harry Jones 795-857. SIMES W E SIMES & CO LTD MREINZ FENDALTON, $122,000. Exclusive area in a sunny, quiet location just off Glandovey Rd. 3 living rooms, 4 bedrooms, 2 bathrooms, solid near new home. Price $150,000. Ph. 790-604. (520, 212, 620, 1537)
simes-logo: SIMES W E SIMES & CO LTD MREINZ (969, 658, 1077, 693)
listing: GLADSTON AVE. $125,000. Super perm. mat. 4 bdrm home with pool on 1/4 acre Stp section. Inground concrete swimming pool. Ph. 484-149. (727, 557, 828, 587)
listing: INSPECT this superb, 3 bdrm, elegant home today. Full of character and charm, lovely leadlight windows, timber panelling, delightful garden. Ph. Ian Knight a.h. 484-149. (523, 576, 616, 620)
listing: DENBY ST, $158,000. Lovely old villa, extensive renovation, 4 bdrms, lounge, living, kitchen, new carpets, family room, garden studio. Phone 790-410 a.h. 353-066. (218, 669, 316, 706)
listing: INVESTORS! Motelland Up to a level of residential land, with 4 cottages. Ideal, very suitable for motel complex on Conical Hill Rd. (939, 262, 1107, 285)
whittle-knight-logo: Whittle Knight & Bootwood Ltd. (883, 190, 976, 208)
listing: FENDALTON Superior and Privately secured. TREMENDOUS outdoor living facilities. Private sun, pool complex set in attractive gardens and lawns on north. Ph. Harry Jones 795-857. (523, 706, 616, 750)
listing: EXECUTIVE 3 double bdrm house only 4 yrs old, built with perm. mat. and tile roof, Summerhill area. Eyes open living, with doors to courtyard, modern kitchen with dishwasher. (323, 708, 416, 752)
janice-quigley-logo: Janice Quigley Real Estate Ltd (423, 718, 516, 740)
top-ad-col: SHIRLEY $67,750. Doesn't Anybody Want it Have 2 bdrms plus sunroom and large living areas with a Kent fire. Plus a double garage. Ph. 484-149 Barney Williamson a.h. 587-247. SPREYDON $57,500. 3 bdrms, villa type home. Handy to Selwyn village, separate lounge, shower cabinet, new roof, new kitchen extension, potential, suit first home buyers. Whittle Knight & Bootwood Ltd. (489, 30, 586, 210)
listing-column-8: FIRST HOME BUYERS Shirley, trmnc. under $55,000. Woodend, near new, $59,500 o.n.o. Linwood, $58,000, Charming home and garden. Inspection will not disappoint. Ph. Valerie Sutherland, Papanui Real Estate Agency, MREINZ, 52-399. FIRST HOME BUYERS! STOP. $59,950 o.n.o. THIS perm. material home, 4 bedrooms, superb lounge, modern kitchen, bathroom, double garage. Ph. Mandy 798-417. FORMER MUSHROOM FARM LAND AND BUILDINGS STOCK AND CHATTELS $140,000. All offers considered for this fully operating complex comprising 3 acres with 20 growing sheds, water supply. Ph. Craig Newton, 35-846. LIVINGSTONE FOR SALE DUNTROON 20 MINUTES FROM OAMARU Three bedroom spacious roughcast residence on 1/4 acre section, with double garage and outbuildings. Close to Waitaki River and lakes for fishing, and skiing. Price $50,000. PHONE 700 DUNTROON. SHERRIS & ROBERTSON LIMITED GLADSTON AVE. $125,000. Super perm. mat. 4 bdrm home with pool on 1/4 acre Stp section. Inground concrete swimming pool. Ph. 484-149. GOLD COAST GOLD COAST $A450,000 WHO said you couldn't afford it now in the fabulous Gold Coast. Those interested in purchasing a unit jointly with other fellow New Zealanders. Phone Henry Richards 798-417. GOLDEN BAY PATONS ROCK MODERN home with frontage to magnificent beach, ideal retirement, superb views, swimming, fishing and boating. Self contained fully furnished luxury flat. Further details: Golden Bay Real Estate Ltd. GOLDEN BAY REAL ESTATE Ltd GOVERNORS BAY, almost 1/4 acre, beautiful established mature trees. Three bedroom, with architecturally designed home, with outstanding views. $132,000. Ph. 790-604. GOVERNORS BAY, party of quality new, every modern feature. 3 storey home, very great family living. $149,000. Ph. 286-505. J.D. BUNDY LTD GOVERNORS BAY, $115,000. Delightful, 3 bedroom cottage with spectacular views of the harbour, 1/4 acre of native bush. Phone Lyttelton 548. (724, 212, 832, 1537)
whittle-knight-ad-strip (4, 30, 1110, 210)
listing: THE elegance of a gracious bygone era makes this 2 storied brick home unique. Five bdrms, drawing room, family room, and spacious wood panelled formal dining room. Opening through french doors to the formal rose garden. (423, 533, 516, 584)
listing: $140,000. All offers considered for this fully operating complex comprising 3 acres with 20 growing sheds, water supply. Ph. Craig Newton, 35-846. (727, 369, 828, 399)
duntroon-ad: FOR SALE DUNTROON 20 MINUTES FROM OAMARU Three bedroom spacious roughcast residence on 1/4 acre section, with double garage and outbuildings. Close to Waitaki River and lakes for fishing, and skiing. Price $50,000. PHONE 700 DUNTROON. SHERRIS & ROBERTSON LIMITED (729, 425, 826, 550)
listing: CITY (close), $73,000 o.n.o. Huge 2 storey, 4-5 bdrm rounded home. Large entertaining lounge, sep dining room, sunny kitchen, new carpets. Triple sized garage with shower etc, plus workshop. Very suitable as rental investment or large family with initiative wishing to work from home. (7, 726, 107, 785)
whittle-knight-logo: Whittle Knight & Bootwood Ltd. (589, 190, 679, 208)
list-item: ● Only a few units left and available on very realistic financial terms. (940, 1409, 1087, 1428)
estate-realisation-ad: ESTATE REALISATION FENDALTON 2 LUXURY TOWNHOUSES SELECT SECLUDED STREAM BOUNDED NO. 29B and 29D Hamilton Ave TO BE SOLD BY PUBLIC AUCTION Wednesday, February 5 at 2 p.m. On the property On account David Price Trust Estate, E.W.G. Eaglestone. MAGNIFICENT setting for these superb 3 and 2 bdrms units. Charming spacious living rooms, lovelist garden. Inspect with Jennifer Bertram. Ph. 798-417, a.h. 554-953 Robert Brown Real Estate Ltd. MREINZ (323, 415, 416, 648)
livingstone-logo: LIVINGSTONE REAL ESTATE (323, 313, 418, 336)
listing: JUST listed and offered at present in these areas are the following sole agencies: Magnificent architecturally designed colonial style 4 bdrm home on a stream bounded section in Ilam with 3 bathrooms, study, 4 bedroom, billiard room, swimming pool on a 1 acre section. Fendalton, in a delightful 2 storey character home in an idyllic olde world garden setting. (423, 627, 516, 715)
top-ad-col: INVESTMENTS. $600,000 Architecturally designed factory warehouse, excellent location for the sale or Dev ventures. $129,500 Factory warehouse, plenty of street parking, container access, sound investment, handy city. $185,000 Modern showroom warehouse, excellent facilities, well leased to international company, top location. $275,000 Girl edge investment, superb tenant city location, excellent capital growth assured. For further details Ph: 790-410 Neil Petersen a.h. 522-157. Whittle Knight & Bootwood Ltd. (780, 30, 880, 210)
listing: FENDALTON, $345,000. Gracious 2 storey old home on lovely private section of 3/4 acre. Five bedrooms, study, 3 bathrooms, sunny entertaining rooms, new kitchen. Ph. Jan Ward 484-139. (623, 645, 720, 690)
top-ad-col: FENDALTON TOWNHOUSE $125,000. Unique location with superb park outlook. Sunny bright and particularly spacious, 2 bdrms, and sunroom. Large lounge. Ph:484-149 Ian Knight a.h. 487-275. FENDALTON $185,000. An exclusive entity, separate townhouse, featuring generous bdrms, master walk-in robe, full ensuite plus separate lounge. Whittle Knight & Bootwood Ltd. (198, 30, 295, 210)
listing: A traditional architecturally designed 2 storied residence situated in delightful secluded grounds. Home comprises a gracious entrance hall and staircase, elegant drawing room, formal dining room, family room, superb kitchen and sunroom opening to the garden. Five bedrooms, and 4 car garage. Our consultant would be pleased to show you this elegant residence. (423, 292, 516, 380)
fendalton-stream-ad: FENDALTON $200,000 STREAM BOUNDARY (625, 348, 721, 405)
listing: COME view this 4 bedroom property, master en-suite plus lounge, family room. Ph. 798-417. (835, 746, 932, 769)
house-illustration (11, 1177, 214, 1285)
listing: CITY, close to $115,000. Magnificent 2 storey professionally residence in immaculate condition, 5 bedrooms and sunroom, 2 toilets, fully renovated inside and out, new bathroom, modern kitchen, new carpets throughout, large bay windows, leadlight, double fireplaces, natural timber panelling, new roof, double garage with workshop, on 33 perch landscaped section. Ph. 893-116. (7, 643, 107, 724)
harcourts-logo: Harcourts RICCARTON 488-784 (426, 850, 513, 874)
wrightson-logo: Wrightson WRIGHTSON NMA LTD MREINZ (8, 857, 316, 901)
fendalton-inner-ad: FENDALTON INNER FIRST day on the market by sole agency. A once in a lifetime opportunity to purchase in this exclusive position, a 4 bedroom modern 2 level family home on idyllic 53 perch, mature setting with wide stream boundary, offering total privacy. Harcourts RICCARTON 488-784 (423, 744, 516, 879)
listing: HALSWELL, $10,000 reduction. $99,000 reduction, owners away until Sept, are going home to England and the place is waiting for the right buyer. Ph. 798-417. (835, 652, 932, 690)
listing: IN heart of Fendalton, on magnificent 53 perch mature section, facing north, surrounded by beautiful mature trees with the lovely Waimairi stream on north boundary, very private and sheltered, superb, spacious perm. mat. architect designed home comprising 4 large bedrooms with own private, particularly spacious with huge en suite, three bathrooms, formal lounge, games room. (423, 427, 516, 515)
listing: FENDALTON, $129,000. Gracious living with modern conveniences. Beautiful character home set on quarter acre section facing north. Ph. 790-604. (523, 621, 616, 659)
listing: DELIGHTFUL 3 bdrm brick home, only 7 years, close to Church Corner. Smart private garden, large lounge, separate dining, internal garage. Excellent condition. Harcourts MREINZ 526-166. (218, 623, 316, 668)
listing: CRACROFT. Unique Setting. AS new permanent material 4 bedroom, plus ensuite, separate shower room, large separate dining area, warm spacious lounge, opening to conservatory, exceptionally tidy section in tranquil location. Only walking distance from shops, price $188,000 o.n.o. Ph. Paul Hewitt 796-504. (218, 286, 316, 360)
akaroa-ad: AKAROA 62 RUE LAVAUD SUPERB COMMERCIAL PROPERTY 838 SQ. M (33 PERCH) (TWO STREET FRONTAGES) SITUATED IN CLOSE proximity to beach and waterfront. Regular shaped site. Busy shopping area. Existing house and cottage. Potential for development to meet rapidly growing tourist industry. Excellent Village Mall site. For further details Phone D. W. C. McCormick 17R Akaroa. (941, 718, 1100, 834)
section-heading-3: Properties for sale (842, 14, 939, 26)
whittle-knight-logo: Whittle Knight & Bootwood Ltd. (298, 190, 388, 208)
house-photo (10, 1176, 213, 1286)
listing: FENDALTON, $90,000. BEAUTIFULLY presented perm. mat. family home. Spacious, comfortable living areas. Well attractive lounge with delightful garden views. Ph. 62-538. (623, 761, 720, 805)
listing: HALSWELL, just listed, executive 4 bdrm, 2 storey, large kitchen/dining, formal lounge, 3 car garage. Ph. 484-149. (835, 560, 932, 590)
jd-bundy-logo: J.D. BUNDY LTD (727, 806, 828, 830)
listing: GOVERNOR'S BAY, $115,000. Fabulous 3 bdrm, 2 storey home, set on secluded section of over 1600sq m, with amazing views from all aspects. Dine in style on the mezzanine floor. Drive on access. Priv. sale. Ph. Gov. Bay 627 or Lyn. 8025. (835, 212, 932, 271)
listing: CHARACTER, only $64,950. This delightful 3 bdrm weatherboard home features spacious lounge with pretty tiled fireplace, separate panelled dining room, very sunny private garden, good garaging. Popular location, handy to all amenities. To view phone M. Hammett, 62-972 a.h. 356-926 Sole agent, Wing Real Estate, MREINZ. (7, 212, 107, 285)
listing: HILL home, Parklands Drive (out off). Modern, stylish, 3 bedrooms, superb north facing home. Ph. 588-252. (939, 695, 1107, 711)
listing: HALSWELL, $116,750. Wentworth Estate. New architecturally designed 3 bdrm home, 2 storey, spacious family living. Ph. 790-604. (835, 838, 932, 868)
listing: ELMWOOD, $109,500. 3 bdrm, large, weatherboard, new kitchen joinery. Prime location with park outlook. Well priced. Up to 25 year Bnhr home loans available at concessional interest rates. Ph. John Kennedy 796-966, any time. Elsworthy Estate Agency, MREINZ, a member of United Realty World. (323, 338, 416, 411)
simes-logo: SIMES W E SIMES & CO LTD MREINZ (623, 568, 720, 604)
listing: WHO said you couldn't afford it now in the fabulous Gold Coast. Those interested in purchasing a unit jointly with other fellow New Zealanders. Phone Henry Richards 798-417. (727, 605, 828, 642)
list-item: ● Crossdale Courts Properties Limited have developed a retirement village comprising of 10 individual one and two bedroom flats. Located on a beautifully landscaped section receiving maximum sun. (940, 1295, 1106, 1340)
listing: HAREWOOD, new home, carpeted and landscaped, has entirely sun studio, suit sales rep. for display or dance teacher, or could be sep. flat for dependant relative. Ph. 484-149. (939, 577, 1107, 599)
listing: FENDALTON, $135,000. Architecturally designed modern 2 storey residence in immaculate condition, with formal dining room. Phone Harry Jones 795-857. (623, 607, 720, 644)
listing: CITY Character, bungalow on two flats returning $150 p.w. Phone Wrightson N.M.A. MREINZ 798-851. ah. Christine Hammond 854-068. (7, 559, 107, 589)
captivating-elegance-ad: FENDALTON CAPTIVATING ELEGANCE (425, 231, 517, 283)
listing: FENDALTON, $99,950. THIS solid, four bedroom, family home, must be a wise investment in such a sought after area. Large sunny lounge, formal dining room. Ph. 798-417. (623, 722, 720, 760)
listing: FENDALTON, $159,000. Terrific value, huge 370 sq. m, 2 storied home, 5 bedrooms, billiard room, entertainment area, double garage with workshop. Phone Bryan Pearce 790-604. (523, 660, 616, 704)
whittle-knight-logo: Whittle Knight & Bootwood Ltd. (686, 190, 776, 208)
listing: HALSWELL, $102,000, unrepeatable value. Delightful new 3 bdrm very sunny and livable home. Ph. 790-604. (835, 691, 932, 721)
listing: COMFORTABLE home in quiet tree-lined street close to St Andrew's College. 3 bedrooms, cosy lounge with log burner. Family room with doors to patio. Outlook Bush. Large kitchen with rangehood and dishwasher. Concrete swimming pool. Situated on a tree-studded section. Ph. Barbara Magginess, 796-456 any time. Joint sole agents. (323, 230, 416, 310)
top-ad-col: AVONHEAD $87,500. This is a great buy, no maintenance, 3 bdrm unit, front one of two facing the street. Very handy to buses and shops, excellent chattels. Ph. 484-149 June Downing a.h. 428-790. AVONHEAD $170,000. Superior 2 level home, 4 bedrooms, separate lounge, step down to another spacious family room, cosy dining room, modern kitchen. Whittle Knight & Bootwood Ltd. (4, 30, 101, 210)
listing: HALSWELL, $112,000. KENNEDYS BUSH ROAD. 79 perches, permanent material home with double bedrooms. Ph. 484-149. (835, 770, 932, 800)
urgent-listings-box: WE URGENTLY NEED MORE LISTINGS NOW PHONE ANY OF OUR THREE BRANCHES Riccarton 484-149 City 790-410 Shirley 854-264 (980, 30, 1110, 210)
listing: ELMWOOD, $87,000. 3 bdrm character home, close to schools, separate dining, living, quality kitchen. Phone 790-604 a.h. 351-208. (222, 1124, 316, 1161)
listing: CITY $75,000. HIGH value 53 c/o sq m property overlooking Hagley Park, 2 storey solid older home with 5 bedrooms, needs redecoration but look at the future potential. Ph. Stan Vulyan 796-504, a.h. 894-038. (114, 288, 211, 333)
listing: DALLINGTON, $110,000. Outstanding modern 2 storey family home, superb views, master suite, 3 bedrooms, family room, spacious lounge, formal dining and landscaped grounds. Phone 790-604 a.h. 389-051. (218, 539, 316, 583)
